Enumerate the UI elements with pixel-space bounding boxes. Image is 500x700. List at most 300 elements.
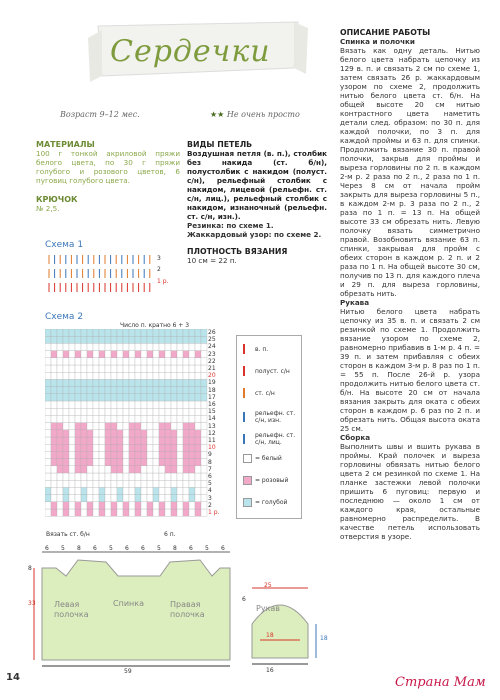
grid-cell [201,444,207,451]
scheme2-rapport: 6 п. [164,531,176,538]
grid-cell [135,459,141,466]
grid-cell [57,423,63,430]
grid-cell [159,466,165,473]
grid-cell [153,444,159,451]
grid-cell [99,444,105,451]
grid-cell [129,401,135,408]
grid-cell [153,459,159,466]
grid-cell [99,502,105,509]
grid-cell [45,459,51,466]
grid-cell [171,358,177,365]
grid-cell [195,480,201,487]
grid-cell [135,437,141,444]
grid-cell [75,423,81,430]
grid-cell [111,502,117,509]
grid-cell [117,365,123,372]
grid-cell [129,351,135,358]
grid-cell [177,473,183,480]
grid-cell [123,394,129,401]
grid-cell [93,487,99,494]
grid-cell [153,509,159,516]
grid-cell [75,509,81,516]
grid-cell [45,509,51,516]
grid-cell [201,495,207,502]
grid-cell [45,444,51,451]
grid-cell [141,466,147,473]
grid-cell [201,372,207,379]
grid-cell [81,487,87,494]
grid-cell [93,329,99,336]
grid-cell [159,480,165,487]
grid-cell [51,495,57,502]
grid-cell [93,365,99,372]
grid-cell [99,430,105,437]
grid-cell [117,394,123,401]
grid-cell [93,401,99,408]
grid-cell [195,459,201,466]
scheme2-row-label: 8 [208,458,212,466]
grid-cell [45,365,51,372]
grid-cell [129,394,135,401]
scheme2-row-label: 4 [208,487,212,495]
grid-cell [177,343,183,350]
watermark: Страна Мам [395,675,486,690]
scheme2-row-label: 22 [208,357,216,365]
grid-cell [117,466,123,473]
grid-cell [117,487,123,494]
grid-cell [153,423,159,430]
page-number: 14 [6,672,20,683]
grid-cell [177,394,183,401]
grid-cell [153,451,159,458]
grid-cell [147,430,153,437]
right-front-label: Правая полочка [170,600,205,619]
grid-cell [135,387,141,394]
grid-cell [99,387,105,394]
grid-cell [51,415,57,422]
grid-cell [87,372,93,379]
scheme2-row-label: 18 [208,386,216,394]
grid-cell [45,351,51,358]
grid-cell [69,473,75,480]
grid-cell [75,466,81,473]
scheme2-row-label: 1 р. [208,509,220,516]
scheme2-row-label: 5 [208,480,212,488]
grid-cell [117,379,123,386]
grid-cell [117,509,123,516]
grid-cell [189,372,195,379]
grid-cell [201,394,207,401]
grid-cell [189,466,195,473]
grid-cell [111,423,117,430]
grid-cell [159,509,165,516]
grid-cell [81,401,87,408]
difficulty-text: Не очень просто [226,110,300,119]
grid-cell [141,473,147,480]
grid-cell [165,423,171,430]
grid-cell [195,336,201,343]
grid-cell [183,343,189,350]
grid-cell [69,444,75,451]
grid-cell [87,451,93,458]
grid-cell [141,336,147,343]
grid-cell [171,415,177,422]
grid-cell [105,372,111,379]
grid-cell [189,343,195,350]
grid-cell [93,408,99,415]
grid-cell [129,444,135,451]
grid-cell [141,401,147,408]
grid-cell [183,487,189,494]
grid-cell [183,451,189,458]
grid-cell [153,379,159,386]
grid-cell [75,372,81,379]
scheme2-row-label: 25 [208,336,216,344]
grid-cell [87,509,93,516]
grid-cell [135,502,141,509]
grid-cell [177,509,183,516]
grid-cell [51,365,57,372]
grid-cell [117,437,123,444]
grid-cell [201,336,207,343]
grid-cell [63,480,69,487]
grid-cell [63,451,69,458]
grid-cell [183,437,189,444]
materials-section [36,140,180,213]
grid-cell [87,444,93,451]
legend-item [243,432,299,446]
grid-cell [63,423,69,430]
grid-cell [201,480,207,487]
grid-cell [165,351,171,358]
grid-cell [57,379,63,386]
grid-cell [165,329,171,336]
legend-label: рельефн. ст. с/н, изн. [255,410,296,424]
grid-cell [87,401,93,408]
grid-cell [69,451,75,458]
grid-cell [93,451,99,458]
grid-cell [123,480,129,487]
grid-cell [105,480,111,487]
grid-cell [51,401,57,408]
grid-cell [111,459,117,466]
grid-cell [57,329,63,336]
grid-cell [183,430,189,437]
grid-cell [135,451,141,458]
grid-cell [99,423,105,430]
grid-cell [57,509,63,516]
grid-cell [183,394,189,401]
grid-cell [171,480,177,487]
grid-cell [81,365,87,372]
grid-cell [93,495,99,502]
grid-cell [93,387,99,394]
scheme2-row-label: 17 [208,393,216,401]
scheme2-row-label: 12 [208,429,216,437]
grid-cell [99,343,105,350]
grid-cell [141,509,147,516]
grid-cell [75,487,81,494]
legend-box [236,335,302,519]
grid-cell [165,372,171,379]
grid-cell [57,459,63,466]
grid-cell [45,329,51,336]
grid-cell [183,423,189,430]
grid-cell [75,379,81,386]
grid-cell [93,459,99,466]
grid-cell [99,365,105,372]
grid-cell [201,379,207,386]
grid-cell [141,394,147,401]
grid-cell [177,358,183,365]
grid-cell [165,379,171,386]
grid-cell [117,451,123,458]
grid-cell [177,329,183,336]
grid-cell [69,394,75,401]
grid-cell [69,387,75,394]
scheme2-row-label: 14 [208,415,216,423]
grid-cell [75,430,81,437]
grid-cell [189,379,195,386]
grid-cell [63,473,69,480]
grid-cell [81,466,87,473]
density-text: 10 см = 22 п. [187,256,237,265]
grid-cell [111,365,117,372]
grid-cell [123,379,129,386]
grid-cell [177,415,183,422]
grid-cell [57,343,63,350]
grid-cell [153,473,159,480]
grid-cell [165,502,171,509]
grid-cell [189,495,195,502]
grid-cell [99,329,105,336]
grid-cell [111,336,117,343]
grid-cell [165,444,171,451]
grid-cell [75,351,81,358]
grid-cell [159,336,165,343]
grid-cell [165,509,171,516]
grid-cell [141,387,147,394]
grid-cell [189,394,195,401]
grid-cell [93,437,99,444]
grid-cell [105,444,111,451]
grid-cell [81,372,87,379]
grid-cell [93,336,99,343]
scheme1-row-3: 3 [157,255,161,262]
grid-cell [105,415,111,422]
grid-cell [135,495,141,502]
grid-cell [159,473,165,480]
grid-cell [93,379,99,386]
legend-swatch [243,454,252,463]
grid-cell [117,444,123,451]
grid-cell [171,408,177,415]
legend-swatch [243,344,252,354]
work-section [340,28,480,541]
grid-cell [117,401,123,408]
grid-cell [147,401,153,408]
grid-cell [57,502,63,509]
legend-label: полуст. с/н [255,367,290,375]
grid-cell [147,336,153,343]
grid-cell [147,495,153,502]
grid-cell [123,451,129,458]
scheme2-row-label: 9 [208,451,212,459]
grid-cell [51,487,57,494]
grid-cell [171,394,177,401]
grid-cell [111,343,117,350]
sleeve-height: 18 [320,635,328,642]
grid-cell [45,415,51,422]
scheme2-grid [45,329,215,529]
grid-cell [105,495,111,502]
grid-cell [63,372,69,379]
grid-cell [165,495,171,502]
grid-cell [75,336,81,343]
grid-cell [147,451,153,458]
grid-cell [201,473,207,480]
grid-cell [177,487,183,494]
grid-cell [183,358,189,365]
work-sub-back: Спинка и полочки [340,37,415,46]
grid-cell [123,509,129,516]
grid-cell [117,430,123,437]
grid-cell [93,423,99,430]
grid-cell [111,437,117,444]
sleeve-bottom: 18 [266,632,274,639]
grid-cell [123,444,129,451]
grid-cell [141,365,147,372]
grid-cell [81,379,87,386]
grid-cell [165,487,171,494]
scheme2-row-label: 11 [208,437,216,444]
grid-cell [129,451,135,458]
grid-cell [123,358,129,365]
grid-cell [81,451,87,458]
grid-cell [153,466,159,473]
legend-swatch [243,498,252,507]
grid-cell [135,408,141,415]
grid-cell [117,415,123,422]
grid-cell [195,444,201,451]
grid-cell [57,394,63,401]
grid-cell [81,358,87,365]
grid-cell [57,495,63,502]
scheme2-bottom-label: Вязать ст. б/н [46,531,90,538]
grid-cell [177,480,183,487]
grid-cell [129,459,135,466]
grid-cell [159,430,165,437]
grid-cell [135,509,141,516]
grid-cell [63,379,69,386]
grid-cell [159,365,165,372]
grid-cell [159,437,165,444]
grid-cell [69,351,75,358]
grid-cell [63,365,69,372]
grid-cell [195,466,201,473]
grid-cell [195,509,201,516]
grid-cell [63,394,69,401]
grid-cell [57,358,63,365]
grid-cell [129,387,135,394]
legend-swatch [243,366,252,376]
grid-cell [183,459,189,466]
grid-cell [165,408,171,415]
legend-label: рельефн. ст. с/н, лиц. [255,432,296,446]
grid-cell [63,502,69,509]
grid-cell [117,480,123,487]
grid-cell [105,394,111,401]
grid-cell [165,387,171,394]
legend-label: = голубой [255,499,288,506]
grid-cell [153,487,159,494]
scheme1-chart [45,252,205,298]
grid-cell [189,444,195,451]
grid-cell [177,444,183,451]
grid-cell [111,415,117,422]
grid-cell [105,351,111,358]
grid-cell [129,343,135,350]
grid-cell [45,372,51,379]
stitches-text: Воздушная петля (в. п.), столбик без накида (ст. б/н), полустолбик с накидом (полуст. с/н), рельефный столбик с накидом, лицевой (рельефн. ст. с/н, лиц.), рельефный столбик с накидом, изнаночный (рельефн. ст. с/н, изн.). [187,149,327,221]
grid-cell [93,394,99,401]
legend-item [243,344,299,354]
grid-cell [135,358,141,365]
grid-cell [69,329,75,336]
density-heading: ПЛОТНОСТЬ ВЯЗАНИЯ [187,247,288,256]
grid-cell [177,502,183,509]
grid-cell [93,509,99,516]
grid-cell [45,387,51,394]
grid-cell [141,379,147,386]
grid-cell [123,387,129,394]
grid-cell [135,351,141,358]
grid-cell [117,336,123,343]
grid-cell [45,495,51,502]
grid-cell [195,387,201,394]
scheme2-row-label: 7 [208,465,212,473]
grid-cell [81,473,87,480]
grid-cell [201,365,207,372]
grid-cell [195,495,201,502]
grid-cell [75,480,81,487]
grid-cell [159,394,165,401]
grid-cell [147,365,153,372]
grid-cell [171,365,177,372]
grid-cell [195,437,201,444]
grid-cell [135,394,141,401]
grid-cell [201,351,207,358]
grid-cell [177,408,183,415]
grid-cell [153,394,159,401]
grid-cell [81,343,87,350]
pattern-top-measure: 5 [109,545,113,552]
grid-cell [153,415,159,422]
grid-cell [81,430,87,437]
grid-cell [183,509,189,516]
grid-cell [93,415,99,422]
grid-cell [87,459,93,466]
grid-cell [45,473,51,480]
grid-cell [147,444,153,451]
grid-cell [93,351,99,358]
grid-cell [105,437,111,444]
grid-cell [81,437,87,444]
grid-cell [51,336,57,343]
grid-cell [129,358,135,365]
stitches-heading: ВИДЫ ПЕТЕЛЬ [187,140,253,149]
grid-cell [57,336,63,343]
